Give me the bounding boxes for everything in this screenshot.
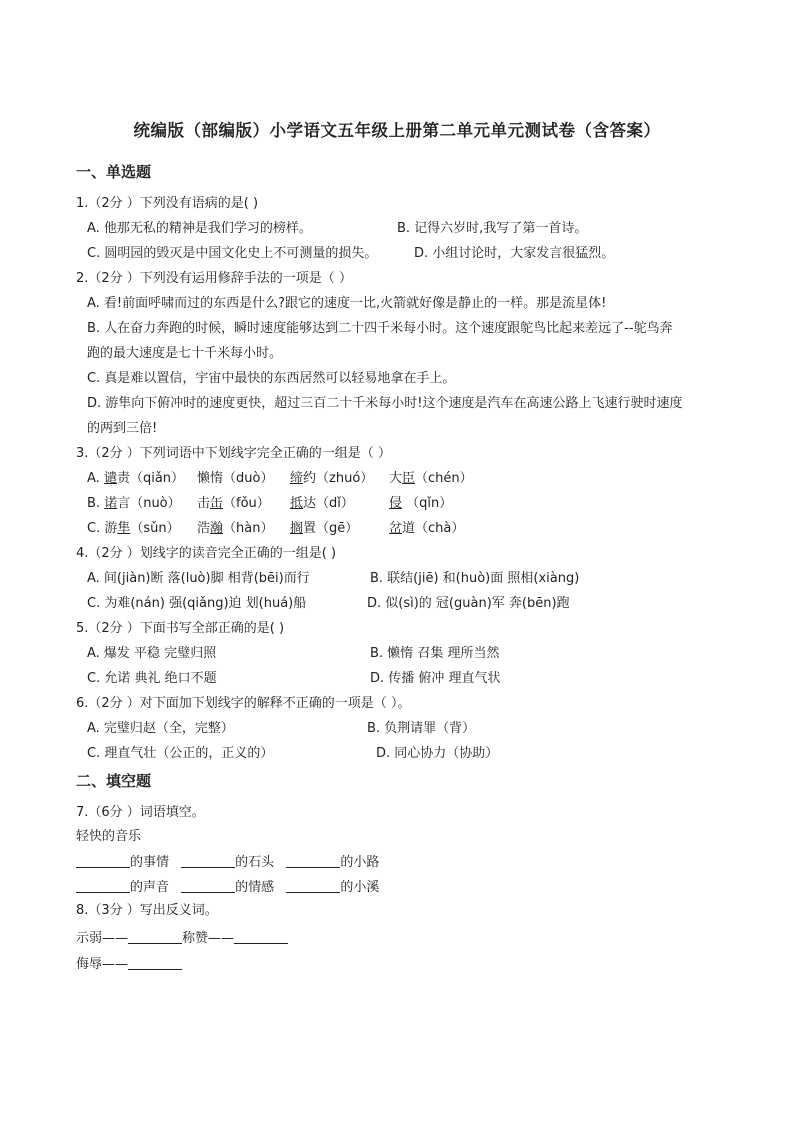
question-3-option-word: 浩瀚（hàn） bbox=[197, 521, 274, 536]
question-2-option-a: A. 看!前面呼啸而过的东西是什么?跟它的速度一比,火箭就好像是静止的一样。那是流星体! bbox=[87, 296, 607, 311]
question-5-option-c: C. 允诺 典礼 绝口不题 bbox=[87, 671, 217, 686]
question-2-option-c: C. 真是难以置信，宇宙中最快的东西居然可以轻易地拿在手上。 bbox=[87, 371, 456, 386]
section-single-choice: 一、单选题 bbox=[76, 163, 152, 181]
question-3-stem: 3.（2分 ）下列词语中下划线字完全正确的一组是（ ） bbox=[76, 446, 391, 461]
question-2-option-b-line2: 跑的最大速度是七十千米每小时。 bbox=[87, 346, 283, 361]
question-6-option-d: D. 同心协力（协助） bbox=[376, 746, 499, 761]
question-3-option-word: A. 谴责（qiǎn） bbox=[87, 471, 185, 486]
question-3-option-word: C. 游隼（sǔn） bbox=[87, 521, 180, 536]
answer-blank[interactable] bbox=[286, 878, 340, 893]
question-4-option-d: D. 似(sì)的 冠(guàn)军 奔(bēn)跑 bbox=[367, 596, 570, 611]
question-7-stem: 7.（6分 ）词语填空。 bbox=[76, 805, 205, 820]
question-3-option-word: 懒惰（duò） bbox=[197, 471, 274, 486]
question-8-stem: 8.（3分 ）写出反义词。 bbox=[76, 903, 218, 918]
question-5-stem: 5.（2分 ）下面书写全部正确的是( ) bbox=[76, 621, 285, 636]
question-2-option-d-line1: D. 游隼向下俯冲时的速度更快，超过三百二十千米每小时!这个速度是汽车在高速公路上飞速行驶时速度 bbox=[87, 396, 683, 411]
question-1-option-a: A. 他那无私的精神是我们学习的榜样。 bbox=[87, 221, 312, 236]
question-4-option-b: B. 联结(jiē) 和(huò)面 照相(xiàng) bbox=[370, 571, 580, 586]
question-4-option-a: A. 间(jiàn)断 落(luò)脚 相背(bēi)而行 bbox=[87, 571, 310, 586]
question-3-option-word: 搁置（gē） bbox=[290, 521, 359, 536]
question-7-row-1: 的事情 的石头 的小路 bbox=[76, 853, 379, 871]
question-8-row-2: 侮辱—— bbox=[76, 955, 182, 973]
question-2-option-b-line1: B. 人在奋力奔跑的时候，瞬时速度能够达到二十四千米每小时。这个速度跟鸵鸟比起来差远了--鸵鸟奔 bbox=[87, 321, 673, 336]
answer-blank[interactable] bbox=[181, 853, 235, 868]
section-fill-blank: 二、填空题 bbox=[76, 772, 152, 790]
question-3-option-word: 抵达（dǐ） bbox=[290, 496, 354, 511]
answer-blank[interactable] bbox=[181, 878, 235, 893]
answer-blank[interactable] bbox=[76, 853, 130, 868]
question-3-option-word: B. 诺言（nuò） bbox=[87, 496, 181, 511]
question-1-option-b: B. 记得六岁时,我写了第一首诗。 bbox=[397, 221, 588, 236]
answer-blank[interactable] bbox=[128, 955, 182, 970]
question-1-option-c: C. 圆明园的毁灭是中国文化史上不可测量的损失。 bbox=[87, 246, 378, 261]
answer-blank[interactable] bbox=[286, 853, 340, 868]
question-7-example: 轻快的音乐 bbox=[76, 829, 142, 844]
question-3-option-word: 击缶（fǒu） bbox=[197, 496, 270, 511]
question-4-stem: 4.（2分 ）划线字的读音完全正确的一组是( ) bbox=[76, 546, 337, 561]
question-6-stem: 6.（2分 ）对下面加下划线字的解释不正确的一项是（ ）。 bbox=[76, 696, 411, 711]
answer-blank[interactable] bbox=[234, 929, 288, 944]
question-3-option-word: 大臣（chén） bbox=[389, 471, 473, 486]
question-5-option-a: A. 爆发 平稳 完璧归照 bbox=[87, 646, 217, 661]
question-1-stem: 1.（2分 ）下列没有语病的是( ) bbox=[76, 196, 259, 211]
question-5-option-d: D. 传播 俯冲 理直气状 bbox=[370, 671, 501, 686]
question-1-option-d: D. 小组讨论时，大家发言很猛烈。 bbox=[414, 246, 615, 261]
answer-blank[interactable] bbox=[76, 878, 130, 893]
question-3-option-word: 岔道（chà） bbox=[389, 521, 465, 536]
question-3-option-word: 缔约（zhuó） bbox=[290, 471, 374, 486]
question-6-option-a: A. 完璧归赵（全，完整） bbox=[87, 721, 234, 736]
question-5-option-b: B. 懒惰 召集 理所当然 bbox=[370, 646, 500, 661]
question-2-option-d-line2: 的两到三倍! bbox=[87, 421, 158, 436]
page-title: 统编版（部编版）小学语文五年级上册第二单元单元测试卷（含答案） bbox=[133, 121, 661, 140]
question-8-row-1: 示弱—— 称赞—— bbox=[76, 929, 288, 947]
answer-blank[interactable] bbox=[128, 929, 182, 944]
question-2-stem: 2.（2分 ）下列没有运用修辞手法的一项是（ ） bbox=[76, 271, 352, 286]
question-6-option-b: B. 负荆请罪（背） bbox=[367, 721, 476, 736]
question-7-row-2: 的声音 的情感 的小溪 bbox=[76, 878, 379, 896]
question-3-option-word: 侵 （qǐn） bbox=[389, 496, 453, 511]
question-6-option-c: C. 理直气壮（公正的，正义的） bbox=[87, 746, 274, 761]
question-4-option-c: C. 为难(nán) 强(qiǎng)迫 划(huá)船 bbox=[87, 596, 307, 611]
